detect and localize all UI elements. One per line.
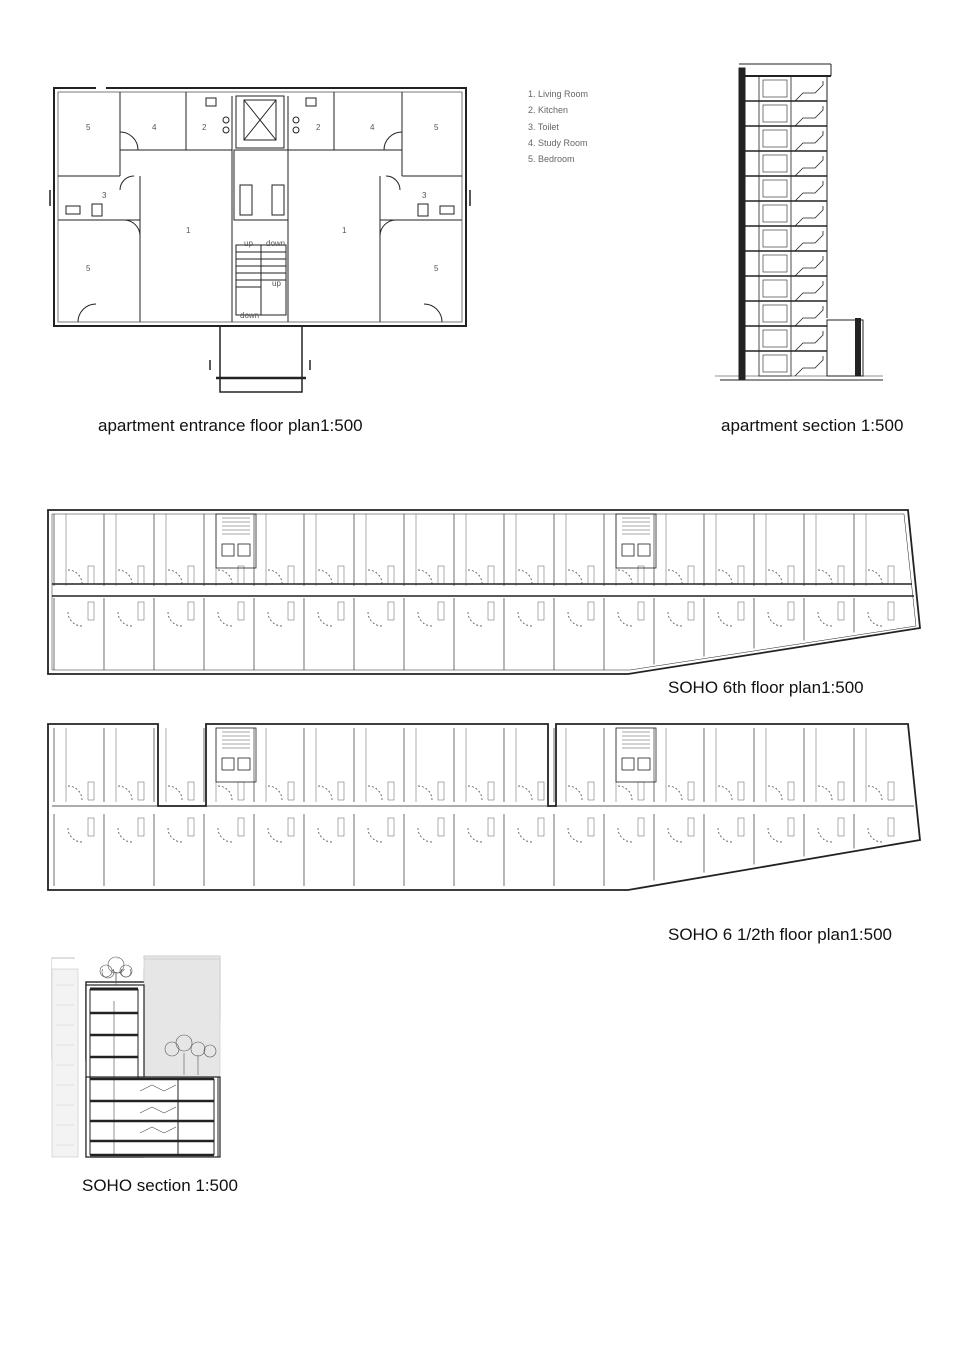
stair-label-down-2: down bbox=[240, 311, 260, 320]
soho-6half-floor-plan bbox=[40, 718, 930, 908]
legend-item: 1. Living Room bbox=[528, 89, 589, 99]
legend-item: 5. Bedroom bbox=[528, 154, 575, 165]
legend-item: 3. Toilet bbox=[528, 121, 559, 132]
apartment-floor-plan bbox=[40, 80, 480, 400]
soho-6half-caption: SOHO 6 1/2th floor plan1:500 bbox=[668, 925, 892, 944]
room-label-kitchen-1: 2 bbox=[202, 123, 207, 132]
room-label-bedroom-4: 5 bbox=[434, 264, 439, 273]
stair-label-down-1: down bbox=[266, 239, 286, 248]
apartment-section bbox=[715, 60, 885, 390]
room-label-living-2: 1 bbox=[342, 226, 347, 235]
soho-section-caption: SOHO section 1:500 bbox=[82, 1176, 238, 1195]
room-label-kitchen-2: 2 bbox=[316, 123, 321, 132]
room-label-study-1: 4 bbox=[152, 123, 157, 132]
room-label-toilet-1: 3 bbox=[102, 191, 107, 200]
stair-label-up-1: up bbox=[244, 239, 253, 248]
legend-item: 4. Study Room bbox=[528, 137, 588, 148]
room-label-toilet-2: 3 bbox=[422, 191, 427, 200]
room-label-bedroom-3: 5 bbox=[434, 123, 439, 132]
apartment-plan-caption: apartment entrance floor plan1:500 bbox=[98, 416, 363, 435]
room-label-living-1: 1 bbox=[186, 226, 191, 235]
room-label-bedroom-2: 5 bbox=[86, 264, 91, 273]
room-label-study-2: 4 bbox=[370, 123, 375, 132]
apartment-section-caption: apartment section 1:500 bbox=[721, 416, 904, 435]
soho-6th-caption: SOHO 6th floor plan1:500 bbox=[668, 678, 864, 697]
room-label-bedroom-1: 5 bbox=[86, 123, 91, 132]
stair-label-up-2: up bbox=[272, 279, 281, 288]
legend-item: 2. Kitchen bbox=[528, 105, 569, 116]
room-legend bbox=[528, 86, 588, 167]
soho-6th-floor-plan bbox=[40, 500, 930, 690]
soho-section-main-drawing bbox=[48, 955, 228, 1165]
